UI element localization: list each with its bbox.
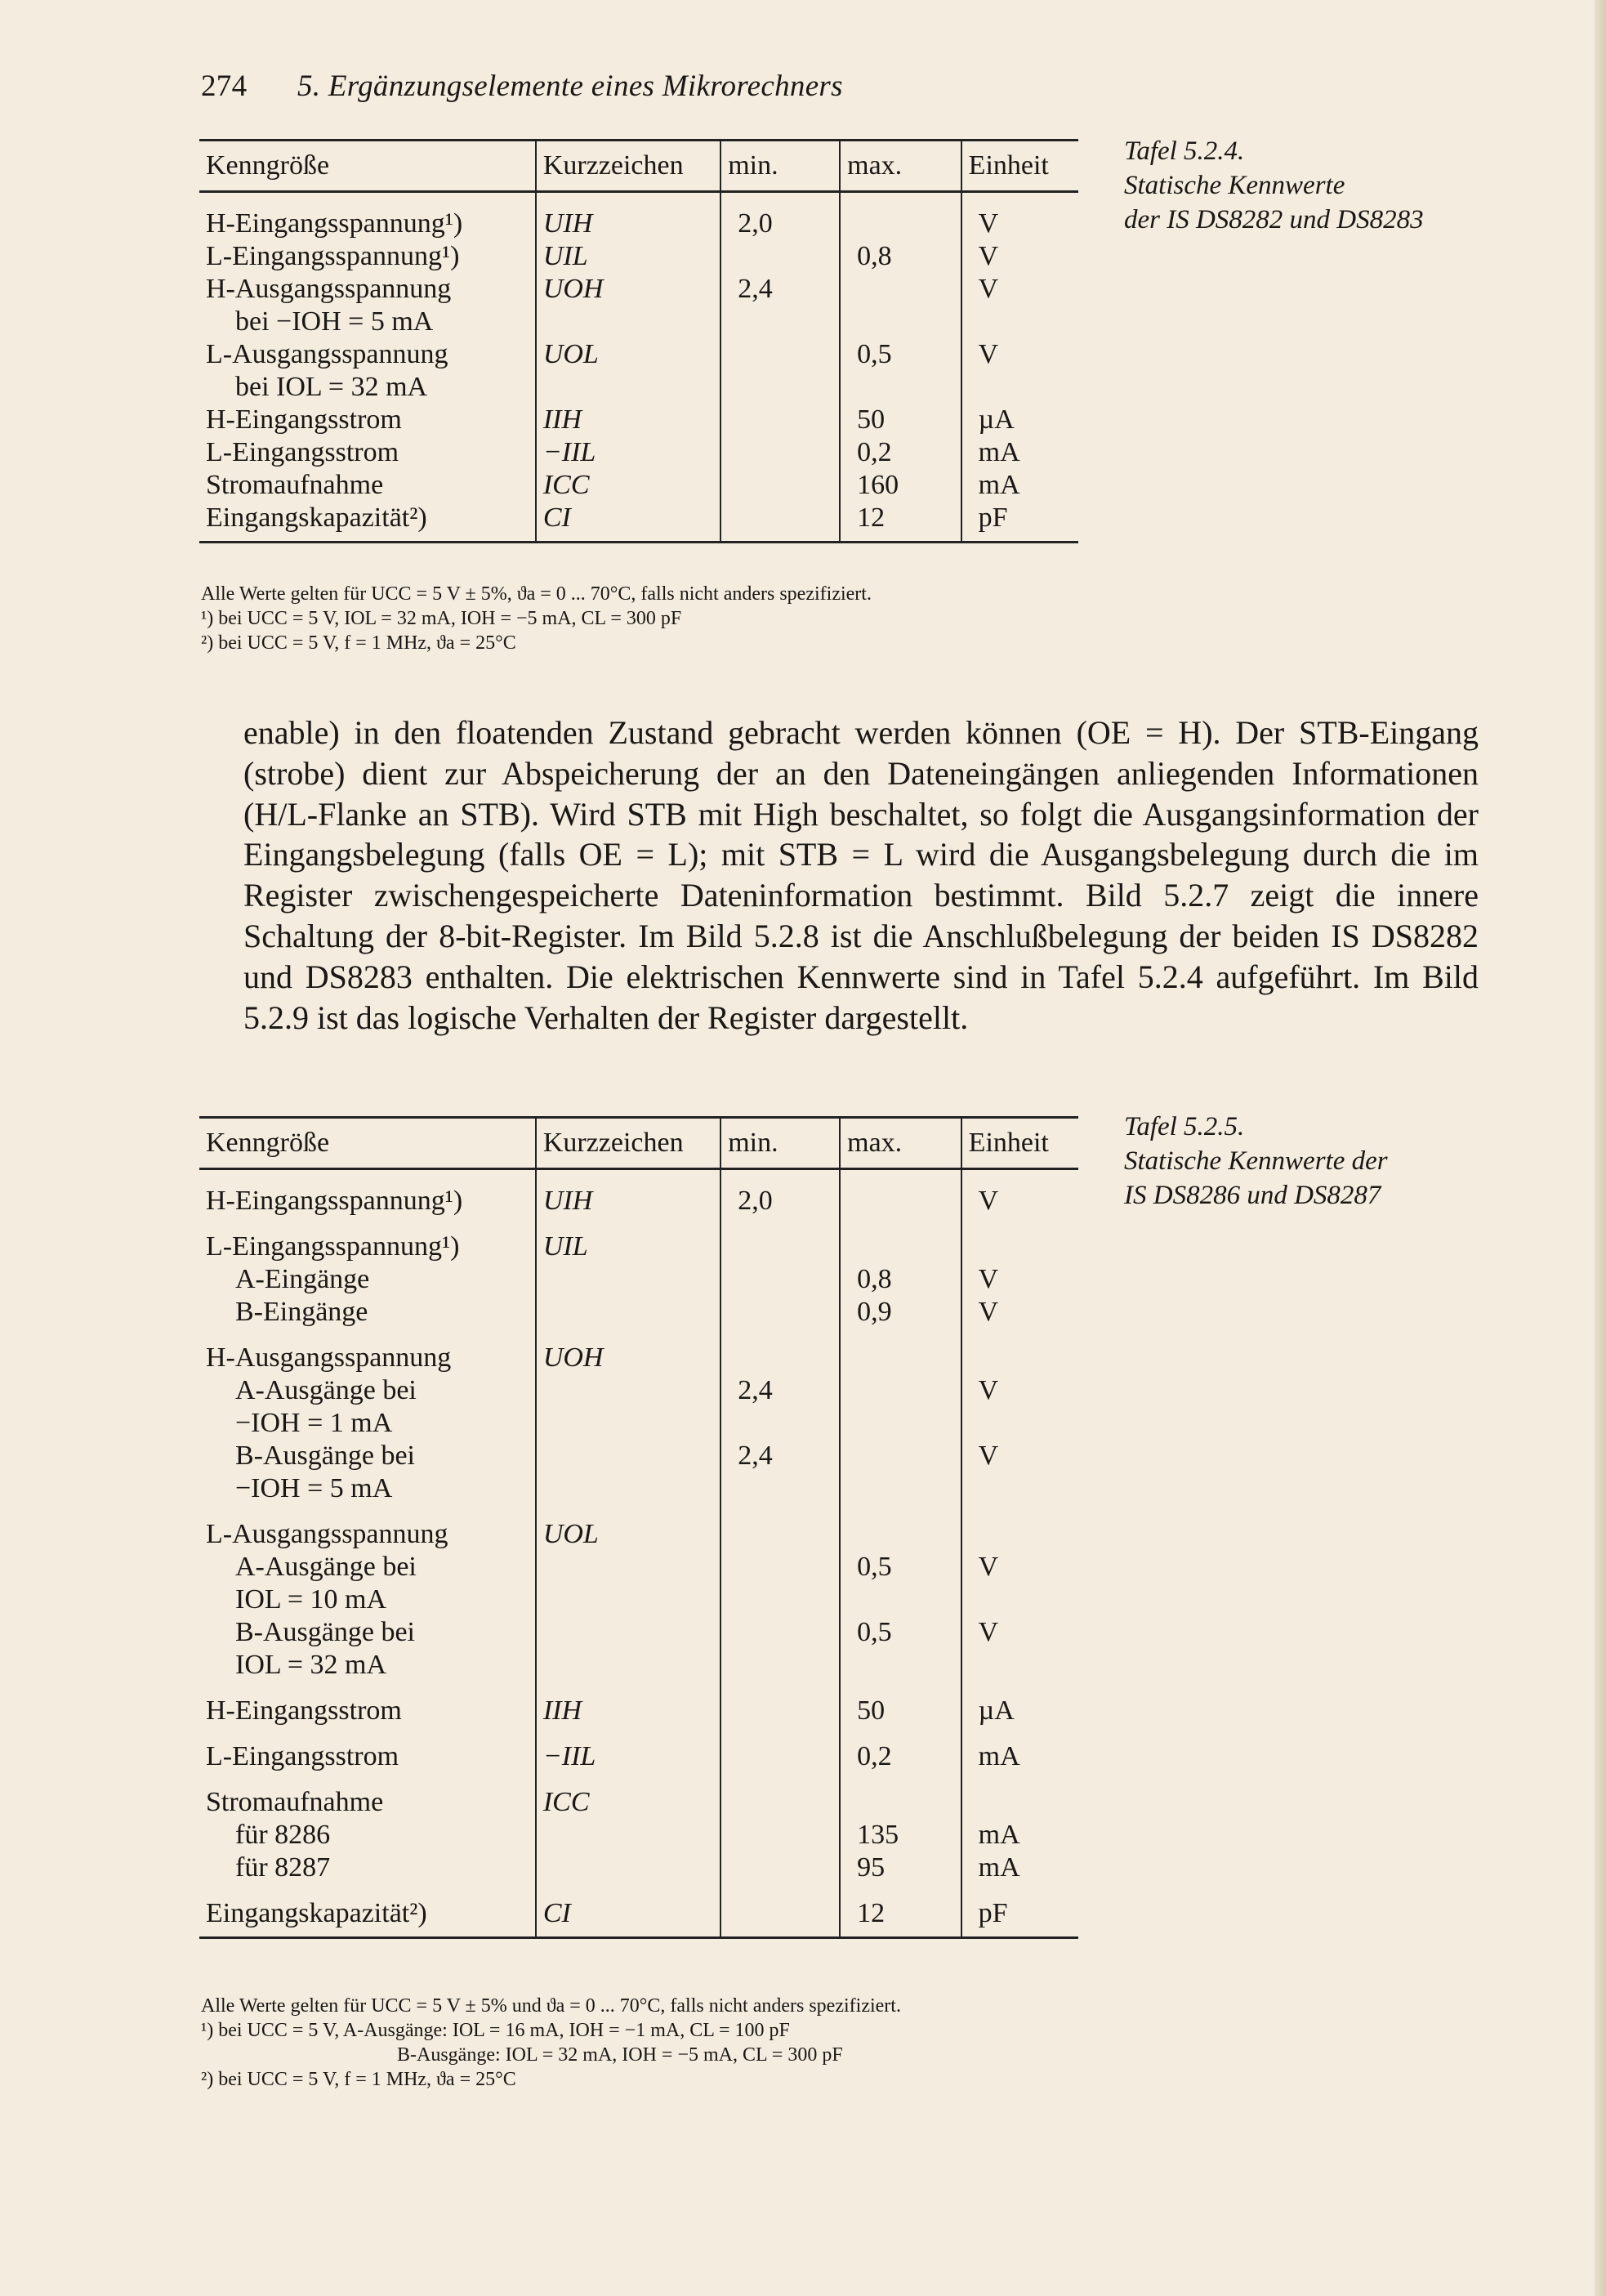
unit-cell [961, 306, 1078, 338]
symbol-cell [536, 1649, 720, 1682]
unit-cell: µA [961, 1682, 1078, 1727]
table-row [199, 192, 1078, 241]
symbol-cell [536, 1472, 720, 1505]
table-footnotes [201, 1994, 901, 2092]
max-cell [840, 1407, 961, 1440]
unit-cell [961, 1217, 1078, 1263]
header-symbol: Kurzzeichen [536, 1118, 720, 1169]
unit-cell: V [961, 1616, 1078, 1649]
param-cell: L-Ausgangsspannung [206, 339, 448, 369]
table-body [199, 192, 1078, 543]
param-cell: L-Eingangsspannung¹) [206, 241, 460, 271]
max-cell [840, 273, 961, 306]
header-max: max. [840, 141, 961, 192]
table-header-row [199, 141, 1078, 192]
symbol-cell: UIL [536, 1217, 720, 1263]
param-cell: H-Eingangsspannung¹) [206, 208, 463, 239]
table-row [199, 1616, 1078, 1649]
min-cell [720, 1884, 840, 1938]
table-row [199, 1682, 1078, 1727]
symbol-cell [536, 371, 720, 404]
table-row [199, 273, 1078, 306]
min-cell [720, 1584, 840, 1616]
header-unit: Einheit [961, 141, 1078, 192]
table-row [199, 1727, 1078, 1773]
footnote: ¹) bei UCC = 5 V, IOL = 32 mA, IOH = −5 mA, CL = 300 pF [201, 608, 682, 629]
page-header [201, 69, 843, 104]
table-row [199, 1472, 1078, 1505]
symbol-cell: CI [536, 502, 720, 543]
min-cell [720, 1819, 840, 1852]
table-row [199, 240, 1078, 273]
footnote: Alle Werte gelten für UCC = 5 V ± 5% und ϑa = 0 ... 70°C, falls nicht anders spezifiziert. [201, 1995, 901, 2017]
symbol-cell: IIH [536, 404, 720, 436]
unit-cell: mA [961, 469, 1078, 502]
unit-cell: V [961, 1440, 1078, 1472]
unit-cell: V [961, 192, 1078, 241]
caption-line: IS DS8286 und DS8287 [1124, 1181, 1381, 1210]
min-cell [720, 1773, 840, 1819]
symbol-cell [536, 1374, 720, 1407]
table-row [199, 1884, 1078, 1938]
footnote: ²) bei UCC = 5 V, f = 1 MHz, ϑa = 25°C [201, 2069, 516, 2090]
table-row [199, 338, 1078, 371]
header-unit: Einheit [961, 1118, 1078, 1169]
max-cell: 50 [840, 1682, 961, 1727]
paragraph-text: enable) in den floatenden Zustand gebracht werden können (OE = H). Der STB-Eingang (strobe) dient zur Abspeicherung der an den Dateneingängen anliegenden Informationen (H/L-Flanke an STB). Wird STB mit High beschaltet, so folgt die Ausgangsinformation der Eingangsbelegung (falls OE = L); mit STB = L wird die Ausgangsbelegung durch die im Register zwischengespeicherte Dateninformation bestimmt. Bild 5.2.7 zeigt die innere Schaltung der 8-bit-Register. Im Bild 5.2.8 ist die Anschlußbelegung der beiden IS DS8282 und DS8283 enthalten. Die elektrischen Kennwerte sind in Tafel 5.2.4 aufgeführt. Im Bild 5.2.9 ist das logische Verhalten der Register dargestellt. [243, 714, 1479, 1036]
table-row [199, 1263, 1078, 1296]
unit-cell: V [961, 1296, 1078, 1329]
symbol-cell: ICC [536, 1773, 720, 1819]
symbol-cell [536, 1852, 720, 1884]
param-cell: IOL = 32 mA [235, 1650, 387, 1680]
max-cell [840, 1217, 961, 1263]
max-cell [840, 1773, 961, 1819]
table-row [199, 404, 1078, 436]
unit-cell [961, 1773, 1078, 1819]
max-cell [840, 1329, 961, 1374]
unit-cell: V [961, 1551, 1078, 1584]
unit-cell: V [961, 240, 1078, 273]
table-row [199, 371, 1078, 404]
symbol-cell: UOL [536, 1505, 720, 1551]
caption-line: der IS DS8282 und DS8283 [1124, 205, 1424, 235]
caption-line: Tafel 5.2.4. [1124, 136, 1245, 166]
min-cell [720, 1217, 840, 1263]
min-cell [720, 1727, 840, 1773]
param-cell: für 8286 [235, 1820, 331, 1850]
max-cell: 160 [840, 469, 961, 502]
table-row [199, 1819, 1078, 1852]
min-cell [720, 436, 840, 469]
symbol-cell [536, 306, 720, 338]
table-row [199, 469, 1078, 502]
table-row [199, 1649, 1078, 1682]
unit-cell: mA [961, 436, 1078, 469]
caption-line: Tafel 5.2.5. [1124, 1112, 1245, 1141]
min-cell [720, 240, 840, 273]
max-cell: 0,8 [840, 240, 961, 273]
header-parameter: Kenngröße [199, 1118, 536, 1169]
param-cell: Eingangskapazität²) [199, 502, 536, 543]
param-cell: H-Eingangsspannung¹) [206, 1186, 463, 1216]
table-footnotes [201, 582, 872, 655]
param-cell: bei IOL = 32 mA [235, 372, 428, 402]
table-caption [1124, 1110, 1388, 1213]
symbol-cell: UIL [536, 240, 720, 273]
param-cell: L-Eingangsstrom [206, 437, 399, 467]
header-min: min. [720, 1118, 840, 1169]
param-cell: H-Eingangsstrom [206, 404, 402, 435]
symbol-cell: UOL [536, 338, 720, 371]
max-cell: 50 [840, 404, 961, 436]
page-number: 274 [201, 69, 248, 103]
table-row [199, 1440, 1078, 1472]
unit-cell [961, 371, 1078, 404]
max-cell [840, 192, 961, 241]
unit-cell: V [961, 1374, 1078, 1407]
max-cell: 12 [840, 502, 961, 543]
param-cell: IOL = 10 mA [235, 1584, 387, 1615]
max-cell [840, 1169, 961, 1218]
min-cell [720, 404, 840, 436]
unit-cell [961, 1472, 1078, 1505]
max-cell: 0,5 [840, 1616, 961, 1649]
min-cell [720, 1682, 840, 1727]
param-cell: Eingangskapazität²) [199, 1884, 536, 1938]
param-cell: Stromaufnahme [206, 470, 384, 500]
max-cell: 0,2 [840, 1727, 961, 1773]
symbol-cell [536, 1551, 720, 1584]
symbol-cell: ICC [536, 469, 720, 502]
unit-cell: V [961, 273, 1078, 306]
symbol-cell [536, 1296, 720, 1329]
body-paragraph [243, 712, 1479, 1038]
table-row [199, 1407, 1078, 1440]
caption-line: Statische Kennwerte [1124, 171, 1345, 200]
min-cell [720, 1329, 840, 1374]
min-cell [720, 338, 840, 371]
min-cell: 2,4 [720, 1440, 840, 1472]
min-cell [720, 371, 840, 404]
header-symbol: Kurzzeichen [536, 141, 720, 192]
unit-cell [961, 1329, 1078, 1374]
footnote: Alle Werte gelten für UCC = 5 V ± 5%, ϑa = 0 ... 70°C, falls nicht anders spezifiziert. [201, 583, 872, 605]
param-cell: für 8287 [235, 1852, 331, 1883]
symbol-cell [536, 1440, 720, 1472]
table-row [199, 1329, 1078, 1374]
min-cell: 2,4 [720, 1374, 840, 1407]
table-row [199, 1773, 1078, 1819]
footnote: ¹) bei UCC = 5 V, A-Ausgänge: IOL = 16 mA, IOH = −1 mA, CL = 100 pF [201, 2020, 790, 2041]
unit-cell [961, 1505, 1078, 1551]
symbol-cell [536, 1263, 720, 1296]
max-cell [840, 306, 961, 338]
header-max: max. [840, 1118, 961, 1169]
unit-cell: V [961, 1169, 1078, 1218]
unit-cell: mA [961, 1852, 1078, 1884]
table-row [199, 306, 1078, 338]
param-cell: B-Ausgänge bei [235, 1441, 416, 1471]
symbol-cell [536, 1584, 720, 1616]
min-cell: 2,0 [720, 192, 840, 241]
unit-cell: mA [961, 1727, 1078, 1773]
table-row [199, 1852, 1078, 1884]
symbol-cell [536, 1819, 720, 1852]
header-min: min. [720, 141, 840, 192]
min-cell [720, 1649, 840, 1682]
table-row [199, 1217, 1078, 1263]
param-cell: L-Ausgangsspannung [206, 1519, 448, 1549]
table-row [199, 1296, 1078, 1329]
footnote: ²) bei UCC = 5 V, f = 1 MHz, ϑa = 25°C [201, 632, 516, 654]
unit-cell [961, 1584, 1078, 1616]
max-cell [840, 1649, 961, 1682]
table-row [199, 1374, 1078, 1407]
min-cell [720, 1852, 840, 1884]
symbol-cell: UOH [536, 1329, 720, 1374]
param-cell: A-Ausgänge bei [235, 1552, 417, 1582]
min-cell [720, 1616, 840, 1649]
unit-cell: µA [961, 404, 1078, 436]
max-cell: 0,2 [840, 436, 961, 469]
param-cell: −IOH = 1 mA [235, 1408, 393, 1438]
param-cell: B-Ausgänge bei [235, 1617, 416, 1647]
min-cell [720, 1505, 840, 1551]
page-edge-shadow [1595, 0, 1606, 2296]
max-cell [840, 1584, 961, 1616]
param-cell: −IOH = 5 mA [235, 1473, 393, 1503]
unit-cell [961, 1649, 1078, 1682]
symbol-cell [536, 1407, 720, 1440]
min-cell [720, 1407, 840, 1440]
table-caption [1124, 134, 1424, 237]
max-cell: 0,5 [840, 338, 961, 371]
table-5-2-5 [199, 1116, 1078, 1939]
table-header-row [199, 1118, 1078, 1169]
symbol-cell [536, 1616, 720, 1649]
symbol-cell: IIH [536, 1682, 720, 1727]
max-cell: 0,8 [840, 1263, 961, 1296]
min-cell [720, 1263, 840, 1296]
param-cell: H-Eingangsstrom [206, 1695, 402, 1726]
param-cell: A-Ausgänge bei [235, 1375, 417, 1405]
unit-cell: pF [961, 1884, 1078, 1938]
param-cell: bei −IOH = 5 mA [235, 306, 434, 337]
min-cell: 2,4 [720, 273, 840, 306]
max-cell [840, 371, 961, 404]
chapter-title: 5. Ergänzungselemente eines Mikrorechners [297, 69, 843, 103]
max-cell: 12 [840, 1884, 961, 1938]
footnote: B-Ausgänge: IOL = 32 mA, IOH = −5 mA, CL = 300 pF [397, 2044, 843, 2066]
min-cell [720, 1296, 840, 1329]
unit-cell: V [961, 1263, 1078, 1296]
unit-cell: V [961, 338, 1078, 371]
min-cell [720, 469, 840, 502]
param-cell: L-Eingangsspannung¹) [206, 1231, 460, 1262]
symbol-cell: UIH [536, 192, 720, 241]
unit-cell: pF [961, 502, 1078, 543]
param-cell: L-Eingangsstrom [206, 1741, 399, 1771]
symbol-cell: −IIL [536, 1727, 720, 1773]
param-cell: H-Ausgangsspannung [206, 1342, 452, 1373]
table-row [199, 1505, 1078, 1551]
max-cell: 0,9 [840, 1296, 961, 1329]
table-row [199, 1584, 1078, 1616]
max-cell: 0,5 [840, 1551, 961, 1584]
param-cell: H-Ausgangsspannung [206, 274, 452, 304]
caption-line: Statische Kennwerte der [1124, 1146, 1388, 1176]
table-body [199, 1169, 1078, 1938]
symbol-cell: UOH [536, 273, 720, 306]
max-cell [840, 1505, 961, 1551]
max-cell: 95 [840, 1852, 961, 1884]
param-cell: A-Eingänge [235, 1264, 370, 1294]
header-parameter: Kenngröße [199, 141, 536, 192]
max-cell [840, 1440, 961, 1472]
param-cell: Stromaufnahme [206, 1787, 384, 1817]
min-cell [720, 306, 840, 338]
param-cell: B-Eingänge [235, 1297, 368, 1327]
table-row [199, 1169, 1078, 1218]
min-cell [720, 1551, 840, 1584]
table-row [199, 1551, 1078, 1584]
unit-cell [961, 1407, 1078, 1440]
min-cell [720, 502, 840, 543]
max-cell [840, 1472, 961, 1505]
max-cell: 135 [840, 1819, 961, 1852]
unit-cell: mA [961, 1819, 1078, 1852]
max-cell [840, 1374, 961, 1407]
min-cell: 2,0 [720, 1169, 840, 1218]
min-cell [720, 1472, 840, 1505]
table-row [199, 502, 1078, 543]
symbol-cell: UIH [536, 1169, 720, 1218]
table-5-2-4 [199, 139, 1078, 543]
symbol-cell: −IIL [536, 436, 720, 469]
table-row [199, 436, 1078, 469]
symbol-cell: CI [536, 1884, 720, 1938]
